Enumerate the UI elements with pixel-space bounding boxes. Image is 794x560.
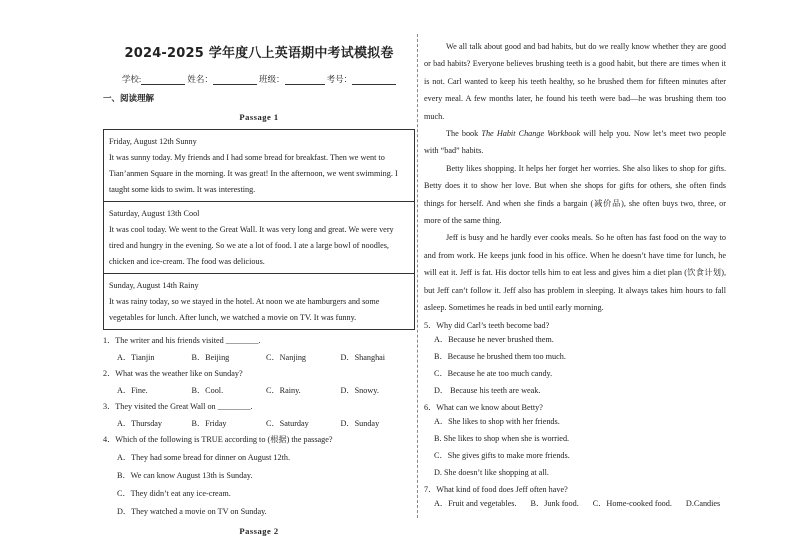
question-4: 4．Which of the following is TRUE according to (根据) the passage? [103,435,333,444]
entry-heading: Sunday, August 14th Rainy [109,281,199,290]
question-2-options [103,385,415,396]
option[interactable]: D．Snowy. [340,386,379,395]
diary-table [103,129,415,330]
question-1: 1．The writer and his friends visited ________. [103,336,261,345]
entry-line: tired and hungry in the evening. So we ate a lot of food. I ate a large bowl of noodles, [109,241,389,250]
school-blank[interactable] [141,75,185,85]
option[interactable]: C．They didn’t eat any ice-cream. [117,489,231,498]
diary-entry [104,273,414,329]
passage-2-paragraph: We all talk about good and bad habits, but do we really know whether they are good or bad habits? Everyone believes brushing teeth is a good habit, but there are times when it is not. Carl wanted to keep his teeth healthy, so he brushed them for fifteen minutes after every meal. A few months later, he found his teeth were bad—he was brushing them too much. [424,42,726,121]
passage-2-paragraph [424,125,726,160]
option[interactable]: A．Thursday [117,419,163,428]
question-6: 6．What can we know about Betty? [424,402,543,412]
entry-line: It was sunny today. My friends and I had some bread for breakfast. Then we went to [109,153,385,162]
passage-2-paragraph: Betty likes shopping. It helps her forget her worries. She also likes to shop for gifts. Betty does it to show her love. But when she shops for gifts for others, she often finds things for herself. And when she finds a bargain (减价品), she often buys two, three, or more of the same thing. [424,163,726,226]
entry-line: taught some kids to swim. It was interesting. [109,185,256,194]
option[interactable]: D． Because his teeth are weak. [434,385,541,395]
option[interactable]: A．Because he never brushed them. [434,334,554,344]
student-info-line [103,73,415,85]
option[interactable]: A．She likes to shop with her friends. [434,416,560,426]
question-7-options [424,495,726,512]
number-label: 考号： [326,74,353,84]
left-column [103,38,415,536]
option[interactable]: B. She likes to shop when she is worried. [434,433,570,443]
option[interactable]: D．They watched a movie on TV on Sunday. [117,507,267,516]
option[interactable]: B．Beijing [191,353,230,362]
diary-entry [104,201,414,273]
option[interactable]: C．Rainy. [266,386,301,395]
diary-entry [104,130,414,201]
option[interactable]: B．Junk food. [530,498,579,508]
passage-2-paragraph: Jeff is busy and he hardly ever cooks meals. So he often has fast food on the way to and from work. He keeps junk food in his office. When he doesn’t have time for lunch, he will eat it. Jeff is fat. His doctor tells him to eat less and gives him a diet plan (饮食计划), but Jeff can’t follow it. Jeff also has problem in sleeping. It always takes him hours to fall asleep. Sometimes he reads in bed until early morning. [424,233,726,313]
number-blank[interactable] [352,75,396,85]
question-2: 2．What was the weather like on Sunday? [103,369,243,378]
school-label: 学校: [121,74,142,84]
option[interactable]: B．We can know August 13th is Sunday. [117,471,253,480]
option[interactable]: B．Because he brushed them too much. [434,351,566,361]
option[interactable]: B．Friday [191,419,227,428]
column-divider [417,34,418,518]
entry-line: It was rainy today, so we stayed in the hotel. At noon we ate hamburgers and some [109,297,380,306]
entry-heading: Saturday, August 13th Cool [109,209,200,218]
name-blank[interactable] [213,75,257,85]
class-label: 班级： [258,74,285,84]
option[interactable]: C．She gives gifts to make more friends. [434,450,570,460]
question-7: 7．What kind of food does Jeff often have? [424,484,568,494]
option[interactable]: D．Sunday [340,419,380,428]
entry-line: chicken and ice-cream. The food was delicious. [109,257,265,266]
option[interactable]: A．They had some bread for dinner on August 12th. [117,453,291,462]
passage-2-label: Passage 2 [239,526,279,536]
option[interactable]: D.Candies [685,498,721,508]
option[interactable]: C．Because he ate too much candy. [434,368,553,378]
question-3: 3．They visited the Great Wall on ________. [103,402,253,411]
page-title: 2024-2025 学年度八上英语期中考试模拟卷 [124,46,394,61]
book-title: The Habit Change Workbook [481,129,581,139]
option[interactable]: B．Cool. [191,386,224,395]
class-blank[interactable] [285,75,325,85]
question-5: 5．Why did Carl’s teeth become bad? [424,320,550,330]
entry-line: It was cool today. We went to the Great Wall. It was very long and great. We were very [109,225,394,234]
passage-1-label: Passage 1 [239,112,279,122]
option[interactable]: D．Shanghai [340,353,386,362]
option[interactable]: C．Nanjing [266,353,307,362]
name-label: 姓名： [187,74,213,84]
section-heading: 一、阅读理解 [103,93,155,103]
entry-heading: Friday, August 12th Sunny [109,137,197,146]
entry-line: Tian’anmen Square in the morning. It was great! In the afternoon, we went swimming. I [109,169,398,178]
entry-line: vegetables for lunch. After lunch, we watched a movie on TV. It was funny. [109,313,357,322]
option[interactable]: A．Fruit and vegetables. [434,498,517,508]
option[interactable]: C．Saturday [266,419,309,428]
right-column [424,38,726,512]
option[interactable]: A．Fine. [117,386,148,395]
question-3-options [103,418,415,429]
option[interactable]: D. She doesn’t like shopping at all. [434,467,549,477]
option[interactable]: A．Tianjin [117,353,155,362]
option[interactable]: C．Home-cooked food. [592,498,672,508]
question-1-options [103,352,415,363]
text-run: will help you. Now let’s meet two people with “bad” habits. [424,129,726,156]
text-run: The book [446,129,482,139]
